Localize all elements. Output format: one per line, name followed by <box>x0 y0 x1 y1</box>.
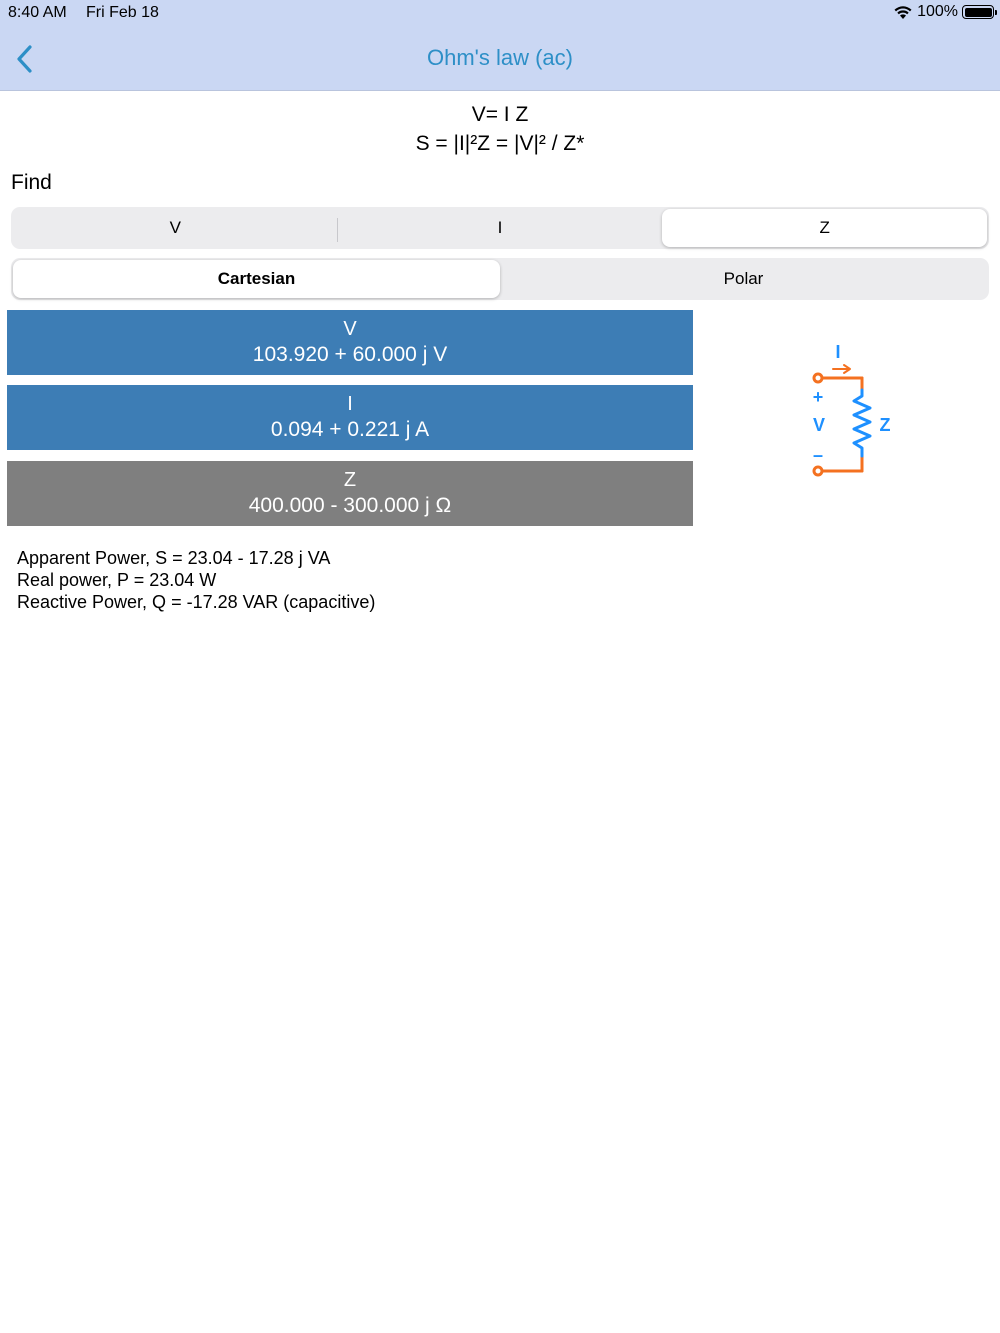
find-option-i-label: I <box>497 218 503 237</box>
form-option-polar-label: Polar <box>723 269 764 288</box>
formula-ohms-law: V= I Z <box>471 103 529 126</box>
page-title: Ohm's law (ac) <box>427 45 573 70</box>
resistor-zigzag <box>854 390 870 456</box>
impedance-label: Z <box>343 469 357 491</box>
apparent-power: Apparent Power, S = 23.04 - 17.28 j VA <box>17 548 331 568</box>
bottom-terminal <box>814 467 822 475</box>
voltage-label: V <box>343 318 357 340</box>
reactive-power: Reactive Power, Q = -17.28 VAR (capacitive) <box>17 592 376 612</box>
form-option-cartesian-label: Cartesian <box>217 269 296 288</box>
form-option-cartesian[interactable] <box>13 260 500 298</box>
plus-symbol: + <box>812 387 824 407</box>
battery-percent: 100% <box>917 3 958 20</box>
voltage-value: 103.920 + 60.000 j V <box>252 343 448 366</box>
current-label: I <box>347 393 353 415</box>
find-option-v-label: V <box>169 218 181 237</box>
power-results <box>17 547 375 613</box>
battery-icon <box>962 5 994 19</box>
status-bar <box>0 0 1000 26</box>
impedance-value: 400.000 - 300.000 j Ω <box>248 494 452 517</box>
form-segmented-control <box>11 258 989 300</box>
navigation-bar <box>0 26 1000 91</box>
impedance-symbol: Z <box>879 415 891 435</box>
current-symbol: I <box>835 342 841 362</box>
find-option-v[interactable] <box>13 209 338 247</box>
real-power: Real power, P = 23.04 W <box>17 570 217 590</box>
formula-power: S = |I|²Z = |V|² / Z* <box>415 132 585 155</box>
minus-symbol: – <box>812 445 824 465</box>
find-label: Find <box>11 171 52 194</box>
status-date: Fri Feb 18 <box>86 4 159 21</box>
voltage-input[interactable] <box>7 310 693 375</box>
form-option-polar[interactable] <box>500 260 987 298</box>
wifi-icon <box>893 4 913 20</box>
find-option-z[interactable] <box>662 209 987 247</box>
circuit-diagram-icon <box>800 338 900 483</box>
find-option-z-label: Z <box>819 218 830 237</box>
top-terminal <box>814 374 822 382</box>
impedance-result <box>7 461 693 526</box>
status-time: 8:40 AM <box>8 4 67 21</box>
voltage-symbol: V <box>812 415 826 435</box>
find-segmented-control <box>11 207 989 249</box>
current-input[interactable] <box>7 385 693 450</box>
current-value: 0.094 + 0.221 j A <box>270 418 430 441</box>
find-option-i[interactable] <box>338 209 663 247</box>
status-right <box>893 3 994 21</box>
